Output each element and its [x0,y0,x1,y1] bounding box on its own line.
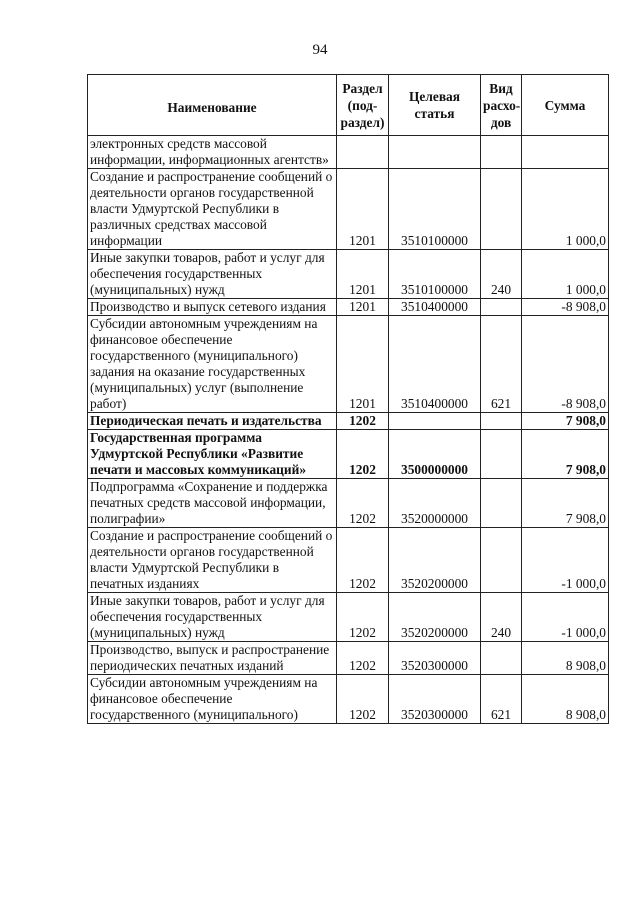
row-section-cell: 1202 [337,642,389,675]
row-name-cell: Создание и распространение сообщений о деятельности органов государственной власти Удмуртской Республики в различных средствах массовой информации [88,169,337,250]
budget-table [87,74,609,724]
row-expense-type-cell [481,642,522,675]
row-article-cell: 3520200000 [389,593,481,642]
table-row [88,316,609,413]
row-name-cell: Производство и выпуск сетевого издания [88,299,337,316]
table-row [88,299,609,316]
row-amount-cell: 7 908,0 [522,479,609,528]
row-name-cell: Периодическая печать и издательства [88,413,337,430]
table-row [88,675,609,724]
row-article-cell [389,136,481,169]
row-article-cell [389,413,481,430]
row-expense-type-cell [481,136,522,169]
row-article-cell: 3500000000 [389,430,481,479]
row-amount-cell [522,136,609,169]
table-body [88,136,609,724]
row-expense-type-cell [481,479,522,528]
table-row [88,413,609,430]
row-section-cell: 1202 [337,528,389,593]
row-expense-type-cell: 240 [481,593,522,642]
header-article: Целевая статья [389,75,481,136]
row-amount-cell: -1 000,0 [522,593,609,642]
row-article-cell: 3520000000 [389,479,481,528]
page-number: 94 [312,42,328,58]
row-amount-cell: -8 908,0 [522,299,609,316]
table-row [88,642,609,675]
row-expense-type-cell [481,430,522,479]
table-row [88,136,609,169]
row-article-cell: 3510100000 [389,169,481,250]
row-article-cell: 3510400000 [389,316,481,413]
row-expense-type-cell: 621 [481,316,522,413]
row-section-cell [337,136,389,169]
row-expense-type-cell: 240 [481,250,522,299]
row-amount-cell: 7 908,0 [522,430,609,479]
table-row [88,479,609,528]
row-name-cell: Субсидии автономным учреждениям на финансовое обеспечение государственного (муниципального) задания на оказание государственных (муниципальных) услуг (выполнение работ) [88,316,337,413]
row-article-cell: 3520200000 [389,528,481,593]
header-amount: Сумма [522,75,609,136]
row-section-cell: 1201 [337,169,389,250]
row-amount-cell: 8 908,0 [522,642,609,675]
row-section-cell: 1202 [337,479,389,528]
row-expense-type-cell [481,299,522,316]
row-expense-type-cell [481,413,522,430]
row-section-cell: 1202 [337,430,389,479]
row-name-cell: Иные закупки товаров, работ и услуг для обеспечения государственных (муниципальных) нужд [88,593,337,642]
row-expense-type-cell: 621 [481,675,522,724]
row-section-cell: 1202 [337,593,389,642]
row-amount-cell: -8 908,0 [522,316,609,413]
row-amount-cell: 8 908,0 [522,675,609,724]
row-expense-type-cell [481,169,522,250]
row-name-cell: Производство, выпуск и распространение периодических печатных изданий [88,642,337,675]
row-amount-cell: 1 000,0 [522,169,609,250]
row-article-cell: 3520300000 [389,642,481,675]
row-name-cell: Государственная программа Удмуртской Республики «Развитие печати и массовых коммуникаций» [88,430,337,479]
row-name-cell: Подпрограмма «Сохранение и поддержка печатных средств массовой информации, полиграфии» [88,479,337,528]
header-section: Раздел (под-раздел) [337,75,389,136]
row-amount-cell: 1 000,0 [522,250,609,299]
row-expense-type-cell [481,528,522,593]
table-row [88,528,609,593]
row-section-cell: 1201 [337,299,389,316]
table-row [88,250,609,299]
row-name-cell: Создание и распространение сообщений о деятельности органов государственной власти Удмуртской Республики в печатных изданиях [88,528,337,593]
row-amount-cell: 7 908,0 [522,413,609,430]
row-name-cell: электронных средств массовой информации, информационных агентств» [88,136,337,169]
header-name: Наименование [88,75,337,136]
row-article-cell: 3520300000 [389,675,481,724]
table-row [88,430,609,479]
row-name-cell: Субсидии автономным учреждениям на финансовое обеспечение государственного (муниципального) [88,675,337,724]
table-row [88,169,609,250]
header-expense-type: Вид расхо-дов [481,75,522,136]
row-section-cell: 1202 [337,675,389,724]
row-article-cell: 3510100000 [389,250,481,299]
row-section-cell: 1201 [337,316,389,413]
row-section-cell: 1202 [337,413,389,430]
row-amount-cell: -1 000,0 [522,528,609,593]
table-header-row [88,75,609,136]
table-row [88,593,609,642]
row-article-cell: 3510400000 [389,299,481,316]
row-name-cell: Иные закупки товаров, работ и услуг для обеспечения государственных (муниципальных) нужд [88,250,337,299]
row-section-cell: 1201 [337,250,389,299]
